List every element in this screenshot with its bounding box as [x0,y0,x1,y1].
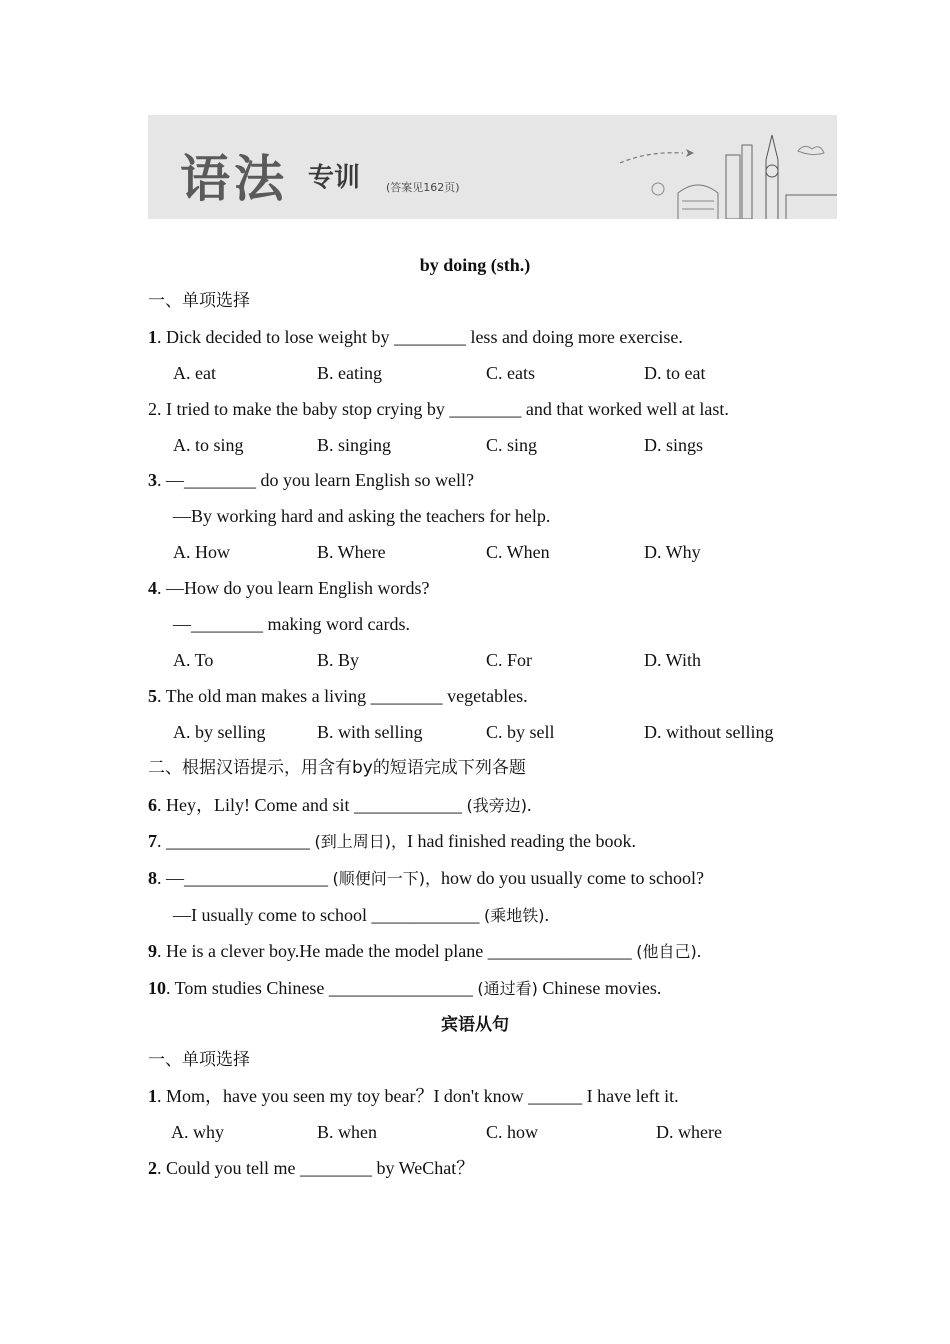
question-7: 7. ________________ (到上周日)，I had finished reading the book. [148,831,636,851]
p2-question-1: 1. Mom，have you seen my toy bear？I don't know ______ I have left it. [148,1086,679,1106]
section-heading-single-choice-2: 一、单项选择 [148,1050,250,1070]
question-10: 10. Tom studies Chinese ________________ (通过看) Chinese movies. [148,978,662,998]
q2-option-d[interactable]: D. sings [644,435,704,455]
q2-option-c[interactable]: C. sing [486,435,538,455]
q1-option-a[interactable]: A. eat [173,363,216,383]
q4-option-c[interactable]: C. For [486,650,533,670]
section-heading-single-choice: 一、单项选择 [148,291,250,311]
question-5: 5. The old man makes a living ________ vegetables. [148,686,528,706]
question-8: 8. —________________ (顺便问一下)，how do you usually come to school? [148,868,704,888]
q4-option-b[interactable]: B. By [317,650,360,670]
q4-option-d[interactable]: D. With [644,650,701,670]
q3-option-b[interactable]: B. Where [317,542,386,562]
q3-option-a[interactable]: A. How [173,542,230,562]
question-6: 6. Hey，Lily! Come and sit ____________ (我旁边). [148,795,532,815]
q4-option-a[interactable]: A. To [173,650,214,670]
question-9: 9. He is a clever boy.He made the model plane ________________ (他自己). [148,941,702,961]
q5-option-c[interactable]: C. by sell [486,722,555,742]
q5-option-a[interactable]: A. by selling [173,722,266,742]
q5-option-d[interactable]: D. without selling [644,722,774,742]
q2-option-a[interactable]: A. to sing [173,435,244,455]
banner-title-big: 语法 [180,149,288,208]
p2-q1-option-c[interactable]: C. how [486,1122,539,1142]
question-1: 1. Dick decided to lose weight by ________ less and doing more exercise. [148,327,683,347]
question-4-answer-line: —________ making word cards. [173,614,410,634]
section-title-object-clause: 宾语从句 [441,1015,509,1035]
question-3-answer-line: —By working hard and asking the teachers for help. [173,506,551,526]
banner-title-mid: 专训 [308,163,361,193]
banner-answer-note: (答案见162页) [386,181,460,194]
q3-option-c[interactable]: C. When [486,542,550,562]
question-8-answer-line: —I usually come to school ____________ (乘地铁). [173,905,549,925]
q1-option-d[interactable]: D. to eat [644,363,706,383]
q3-option-d[interactable]: D. Why [644,542,701,562]
question-2: 2. I tried to make the baby stop crying by ________ and that worked well at last. [148,399,729,419]
p2-question-2: 2. Could you tell me ________ by WeChat？ [148,1158,475,1178]
q2-option-b[interactable]: B. singing [317,435,392,455]
q1-option-b[interactable]: B. eating [317,363,382,383]
cityscape-illustration [608,115,837,219]
header-banner [148,115,837,219]
q5-option-b[interactable]: B. with selling [317,722,423,742]
p2-q1-option-a[interactable]: A. why [171,1122,224,1142]
section-title-by-doing: by doing (sth.) [419,255,531,275]
section-heading-fill-in: 二、根据汉语提示，用含有by的短语完成下列各题 [148,758,526,778]
question-4: 4. —How do you learn English words? [148,578,430,598]
p2-q1-option-b[interactable]: B. when [317,1122,377,1142]
p2-q1-option-d[interactable]: D. where [656,1122,722,1142]
question-3: 3. —________ do you learn English so well? [148,470,474,490]
q1-option-c[interactable]: C. eats [486,363,535,383]
